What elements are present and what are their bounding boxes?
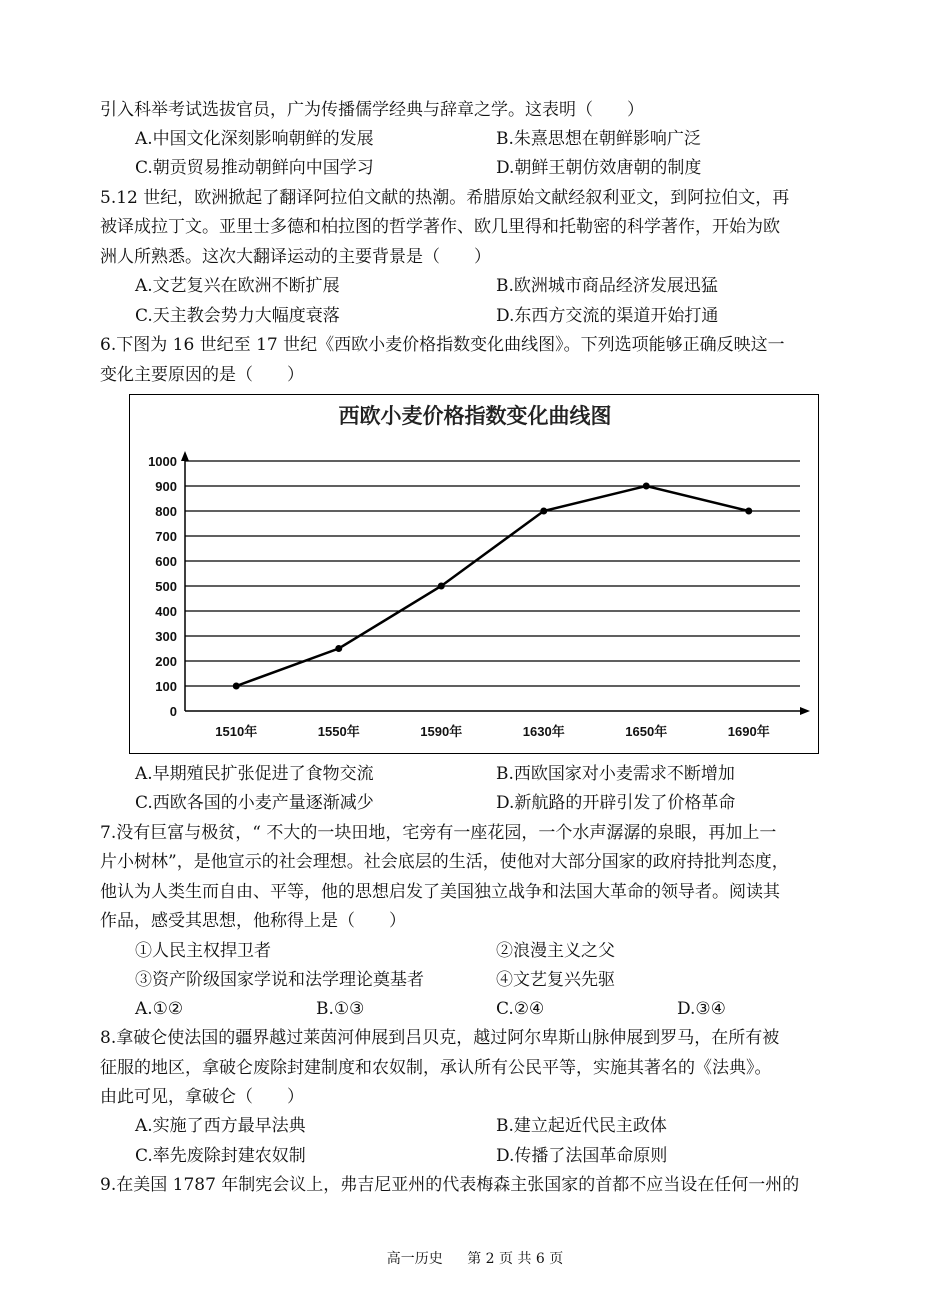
q7-option-a: A.①②: [135, 999, 184, 1019]
q4-option-c: C.朝贡贸易推动朝鲜向中国学习: [135, 158, 374, 178]
q7-item-2: ②浪漫主义之父: [496, 941, 615, 961]
q9-stem-line-1: 9.在美国 1787 年制宪会议上，弗吉尼亚州的代表梅森主张国家的首都不应当设在任何一州的: [100, 1175, 800, 1195]
q7-item-3: ③资产阶级国家学说和法学理论奠基者: [135, 970, 424, 990]
q8-stem-line-2: 征服的地区，拿破仑废除封建制度和农奴制，承认所有公民平等，实施其著名的《法典》。: [100, 1058, 772, 1078]
q8-stem-line-3: 由此可见，拿破仑（ ）: [100, 1087, 304, 1107]
q6-option-d: D.新航路的开辟引发了价格革命: [496, 793, 736, 813]
q5-stem-line-1: 5.12 世纪，欧洲掀起了翻译阿拉伯文献的热潮。希腊原始文献经叙利亚文，到阿拉伯文，再: [100, 188, 790, 208]
y-tick-label: 800: [155, 504, 177, 519]
q4-stem: 引入科举考试选拔官员，广为传播儒学经典与辞章之学。这表明（ ）: [100, 100, 644, 120]
data-point: [438, 583, 445, 590]
q6-stem-line-1: 6.下图为 16 世纪至 17 世纪《西欧小麦价格指数变化曲线图》。下列选项能够正确反映这一: [100, 335, 785, 355]
q6-option-c: C.西欧各国的小麦产量逐渐减少: [135, 793, 374, 813]
q5-option-c: C.天主教会势力大幅度衰落: [135, 306, 340, 326]
data-point: [233, 683, 240, 690]
q4-option-a: A.中国文化深刻影响朝鲜的发展: [135, 129, 374, 149]
q6-option-b: B.西欧国家对小麦需求不断增加: [496, 764, 735, 784]
y-tick-label: 200: [155, 654, 177, 669]
x-axis-arrow: [800, 707, 810, 715]
y-tick-label: 100: [155, 679, 177, 694]
x-tick-label: 1590年: [420, 724, 463, 739]
q7-item-1: ①人民主权捍卫者: [135, 941, 271, 961]
data-point: [335, 645, 342, 652]
q8-stem-line-1: 8.拿破仑使法国的疆界越过莱茵河伸展到吕贝克，越过阿尔卑斯山脉伸展到罗马，在所有被: [100, 1028, 780, 1048]
x-tick-label: 1550年: [317, 724, 360, 739]
q5-option-b: B.欧洲城市商品经济发展迅猛: [496, 276, 718, 296]
chart-title: 西欧小麦价格指数变化曲线图: [338, 405, 612, 428]
x-tick-label: 1630年: [522, 724, 565, 739]
wheat-price-chart: [129, 394, 819, 754]
q5-option-d: D.东西方交流的渠道开始打通: [496, 306, 719, 326]
q6-stem-line-2: 变化主要原因的是（ ）: [100, 365, 304, 385]
q5-stem-line-3: 洲人所熟悉。这次大翻译运动的主要背景是（ ）: [100, 247, 491, 267]
q7-item-4: ④文艺复兴先驱: [496, 970, 615, 990]
data-point: [540, 508, 547, 515]
footer-page-number: 第 2 页 共 6 页: [467, 1251, 564, 1267]
y-tick-label: 900: [155, 479, 177, 494]
q7-stem-line-2: 片小树林”，是他宣示的社会理想。社会底层的生活，使他对大部分国家的政府持批判态度，: [100, 852, 789, 872]
q6-option-a: A.早期殖民扩张促进了食物交流: [135, 764, 374, 784]
y-tick-label: 400: [155, 604, 177, 619]
q8-option-b: B.建立起近代民主政体: [496, 1116, 667, 1136]
y-tick-label: 300: [155, 629, 177, 644]
data-point: [643, 483, 650, 490]
y-tick-label: 700: [155, 529, 177, 544]
x-tick-label: 1690年: [727, 724, 770, 739]
y-axis-arrow: [181, 451, 189, 461]
y-tick-label: 500: [155, 579, 177, 594]
q8-option-d: D.传播了法国革命原则: [496, 1146, 668, 1166]
y-tick-label: 1000: [148, 454, 177, 469]
q7-option-b: B.①③: [316, 999, 365, 1019]
q5-stem-line-2: 被译成拉丁文。亚里士多德和柏拉图的哲学著作、欧几里得和托勒密的科学著作，开始为欧: [100, 217, 780, 237]
data-point: [745, 508, 752, 515]
q7-stem-line-4: 作品，感受其思想，他称得上是（ ）: [100, 911, 406, 931]
x-tick-label: 1650年: [625, 724, 668, 739]
q4-option-d: D.朝鲜王朝仿效唐朝的制度: [496, 158, 702, 178]
chart-canvas: [130, 395, 820, 755]
q4-option-b: B.朱熹思想在朝鲜影响广泛: [496, 129, 701, 149]
q7-option-c: C.②④: [496, 999, 545, 1019]
x-tick-label: 1510年: [215, 724, 258, 739]
page-footer: [0, 1250, 950, 1268]
q8-option-a: A.实施了西方最早法典: [135, 1116, 306, 1136]
q5-option-a: A.文艺复兴在欧洲不断扩展: [135, 276, 340, 296]
footer-subject: 高一历史: [386, 1251, 443, 1267]
y-tick-label: 600: [155, 554, 177, 569]
q7-stem-line-1: 7.没有巨富与极贫，“ 不大的一块田地，宅旁有一座花园，一个水声潺潺的泉眼，再加上一: [100, 823, 777, 843]
y-tick-label: 0: [169, 704, 177, 719]
q7-option-d: D.③④: [677, 999, 726, 1019]
q7-stem-line-3: 他认为人类生而自由、平等，他的思想启发了美国独立战争和法国大革命的领导者。阅读其: [100, 882, 780, 902]
q8-option-c: C.率先废除封建农奴制: [135, 1146, 306, 1166]
